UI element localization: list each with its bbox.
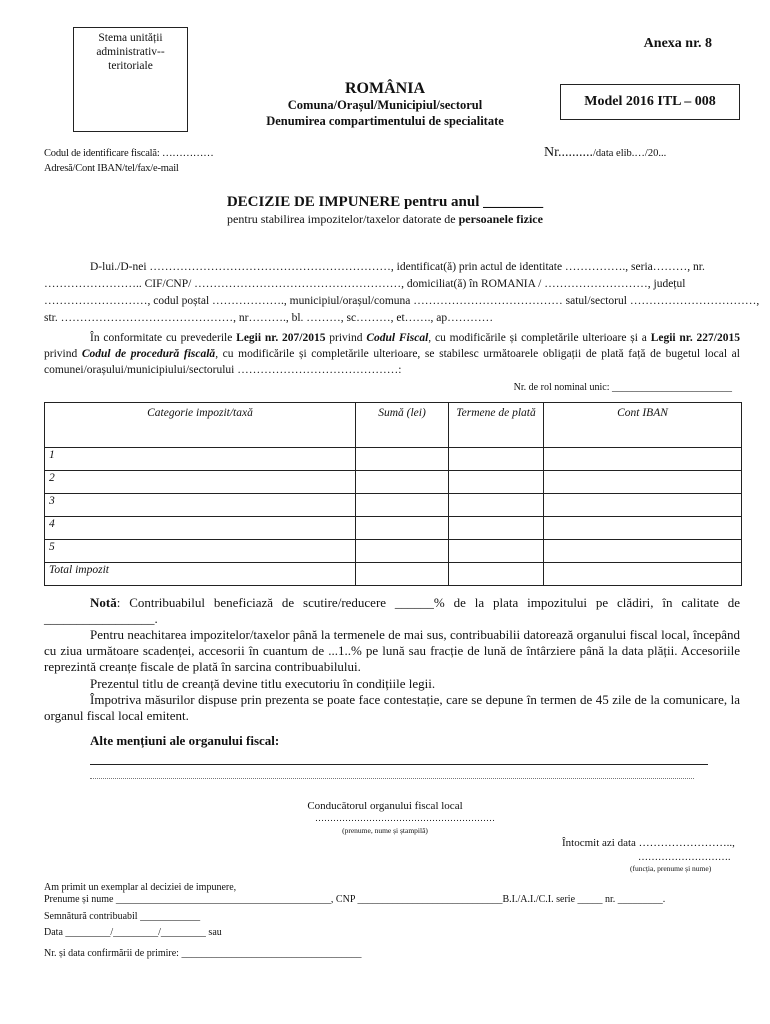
row-label: 4 — [45, 517, 356, 540]
intro-line-3: ………………………, codul poștal ………………., municipiul/orașul/comuna ………………………………… satul/sectorul ……………………………, — [44, 295, 760, 307]
row-label: 3 — [45, 494, 356, 517]
nota-label: Notă — [90, 595, 117, 610]
cell-termene[interactable] — [449, 448, 544, 471]
conf-text-1: În conformitate cu prevederile — [90, 332, 237, 344]
contestatie-paragraph — [44, 692, 740, 724]
cell-iban[interactable] — [544, 563, 742, 586]
nr-main: Nr.......... — [544, 145, 593, 160]
comuna-label: Comuna/Orașul/Municipiul/sectorul — [287, 98, 483, 112]
table-row — [45, 540, 742, 563]
conf-text-3: , cu modificările și completările ulterioare și a — [428, 332, 651, 344]
conformitate-paragraph — [44, 330, 740, 378]
conducator-hint: (prenume, nume și ștampilă) — [342, 826, 428, 835]
primire-semnatura: Semnătură contribuabil ____________ — [44, 911, 201, 922]
titlu-executoriu-paragraph — [44, 676, 740, 692]
mentiuni-line-dotted[interactable] — [90, 778, 694, 779]
adresa-label: Adresă/Cont IBAN/tel/fax/e-mail — [44, 163, 179, 174]
intro-line-2: …………………….. CIF/CNP/ ………………………………………………, domiciliat(ă) în ROMANIA / ………………………, județul — [44, 278, 686, 290]
row-label: 5 — [45, 540, 356, 563]
alte-mentiuni-label: Alte mențiuni ale organului fiscal: — [90, 733, 280, 748]
nota-text: : Contribuabilul beneficiază de scutire/reducere ______% de la plata impozitului pe clădiri, în calitate de _________________. — [44, 595, 740, 626]
cell-suma[interactable] — [356, 517, 449, 540]
intocmit-hint: (funcția, prenume și nume) — [630, 864, 712, 873]
titlu-executoriu-text: Prezentul titlu de creanță devine titlu executoriu în condițiile legii. — [90, 676, 436, 691]
row-label: 1 — [45, 448, 356, 471]
row-label: Total impozit — [45, 563, 356, 586]
header-suma: Sumă (lei) — [356, 403, 449, 448]
cell-suma[interactable] — [356, 540, 449, 563]
document-subtitle — [0, 212, 770, 227]
table-row-total — [45, 563, 742, 586]
cell-suma[interactable] — [356, 563, 449, 586]
subtitle-prefix: pentru stabilirea impozitelor/taxelor datorate de — [227, 212, 459, 226]
cell-iban[interactable] — [544, 448, 742, 471]
primire-line-1: Am primit un exemplar al deciziei de impunere, — [44, 882, 237, 893]
cell-termene[interactable] — [449, 540, 544, 563]
table-row — [45, 517, 742, 540]
conf-text-4: privind — [44, 348, 82, 360]
primire-data: Data _________/_________/_________ sau — [44, 927, 222, 938]
nr-field — [544, 145, 666, 161]
rol-nominal-label: Nr. de rol nominal unic: ________________________ — [513, 382, 732, 393]
anexa-label: Anexa nr. 8 — [643, 36, 712, 51]
conf-cod-2: Codul de procedură fiscală — [81, 348, 216, 360]
document-title: DECIZIE DE IMPUNERE pentru anul ________ — [226, 194, 544, 210]
intro-line-4: str. ………………………………………, nr………., bl. ………, sc………, et……., ap………… — [44, 312, 494, 324]
primire-line-2: Prenume și nume ___________________________________________, CNP _____________________________B.I./A.I./C.I. serie _____ nr. _________. — [44, 894, 666, 905]
nota-paragraph — [44, 595, 740, 627]
cell-iban[interactable] — [544, 471, 742, 494]
table-row — [45, 471, 742, 494]
intocmit-signature-line[interactable]: ………………………. — [638, 852, 731, 863]
mentiuni-line[interactable] — [90, 764, 708, 765]
accesorii-text: Pentru neachitarea impozitelor/taxelor până la termenele de mai sus, contribuabilii datorează organului fiscal local, începând cu ziua următoare scadenței, accesorii în cuantum de ...1..% pe lună sau fracție de lună de întârziere până la data plății. Accesoriile reprezintă creanțe fiscale de plată în sarcina contribuabilului. — [44, 627, 740, 674]
conf-cod-1: Codul Fiscal — [366, 332, 429, 344]
conf-lege-1: Legii nr. 207/2015 — [236, 332, 326, 344]
intocmit-label: Întocmit azi data …………………….., — [562, 837, 735, 849]
cell-termene[interactable] — [449, 563, 544, 586]
conf-lege-2: Legii nr. 227/2015 — [650, 332, 740, 344]
header-iban: Cont IBAN — [544, 403, 742, 448]
compartiment-label: Denumirea compartimentului de specialitate — [266, 114, 504, 128]
cell-termene[interactable] — [449, 517, 544, 540]
cod-fiscal-label: Codul de identificare fiscală: …………… — [44, 148, 214, 159]
cell-suma[interactable] — [356, 448, 449, 471]
header-termene: Termene de plată — [449, 403, 544, 448]
nr-date: /data elib.…/20... — [593, 148, 667, 159]
table-row — [45, 448, 742, 471]
taxpayer-details — [44, 259, 760, 327]
obligations-table — [44, 402, 742, 586]
cell-suma[interactable] — [356, 494, 449, 517]
cell-iban[interactable] — [544, 540, 742, 563]
cell-termene[interactable] — [449, 494, 544, 517]
primire-confirmare: Nr. și data confirmării de primire: ____________________________________ — [44, 948, 362, 959]
conducator-signature-line[interactable]: …………………………………………………… — [315, 813, 495, 823]
contestatie-text: Împotriva măsurilor dispuse prin prezenta se poate face contestație, care se depune în termen de 45 zile de la comunicare, la organul fiscal local emitent. — [44, 692, 740, 723]
subtitle-bold: persoanele fizice — [458, 212, 543, 226]
conducator-label: Conducătorul organului fiscal local — [307, 800, 463, 812]
conf-text-5: , cu modificările și completările ulterioare, se stabilesc următoarele obligații de plată față de bugetul local al comunei/orașului/municipiului/sectorului ……………………………………: — [44, 348, 740, 376]
intro-line-1: D-lui./D-nei ………………………………………………………, identificat(ă) prin actul de identitate ……………., seria………, nr. — [90, 261, 705, 273]
stema-label: Stema unității administrativ-- teritoriale — [96, 32, 165, 72]
cell-suma[interactable] — [356, 471, 449, 494]
cell-termene[interactable] — [449, 471, 544, 494]
country-title: ROMÂNIA — [345, 80, 425, 97]
header-categorie: Categorie impozit/taxă — [45, 403, 356, 448]
table-row — [45, 494, 742, 517]
table-header-row — [45, 403, 742, 448]
cell-iban[interactable] — [544, 517, 742, 540]
row-label: 2 — [45, 471, 356, 494]
conf-text-2: privind — [325, 332, 367, 344]
cell-iban[interactable] — [544, 494, 742, 517]
accesorii-paragraph — [44, 627, 740, 675]
model-box: Model 2016 ITL – 008 — [560, 84, 740, 120]
